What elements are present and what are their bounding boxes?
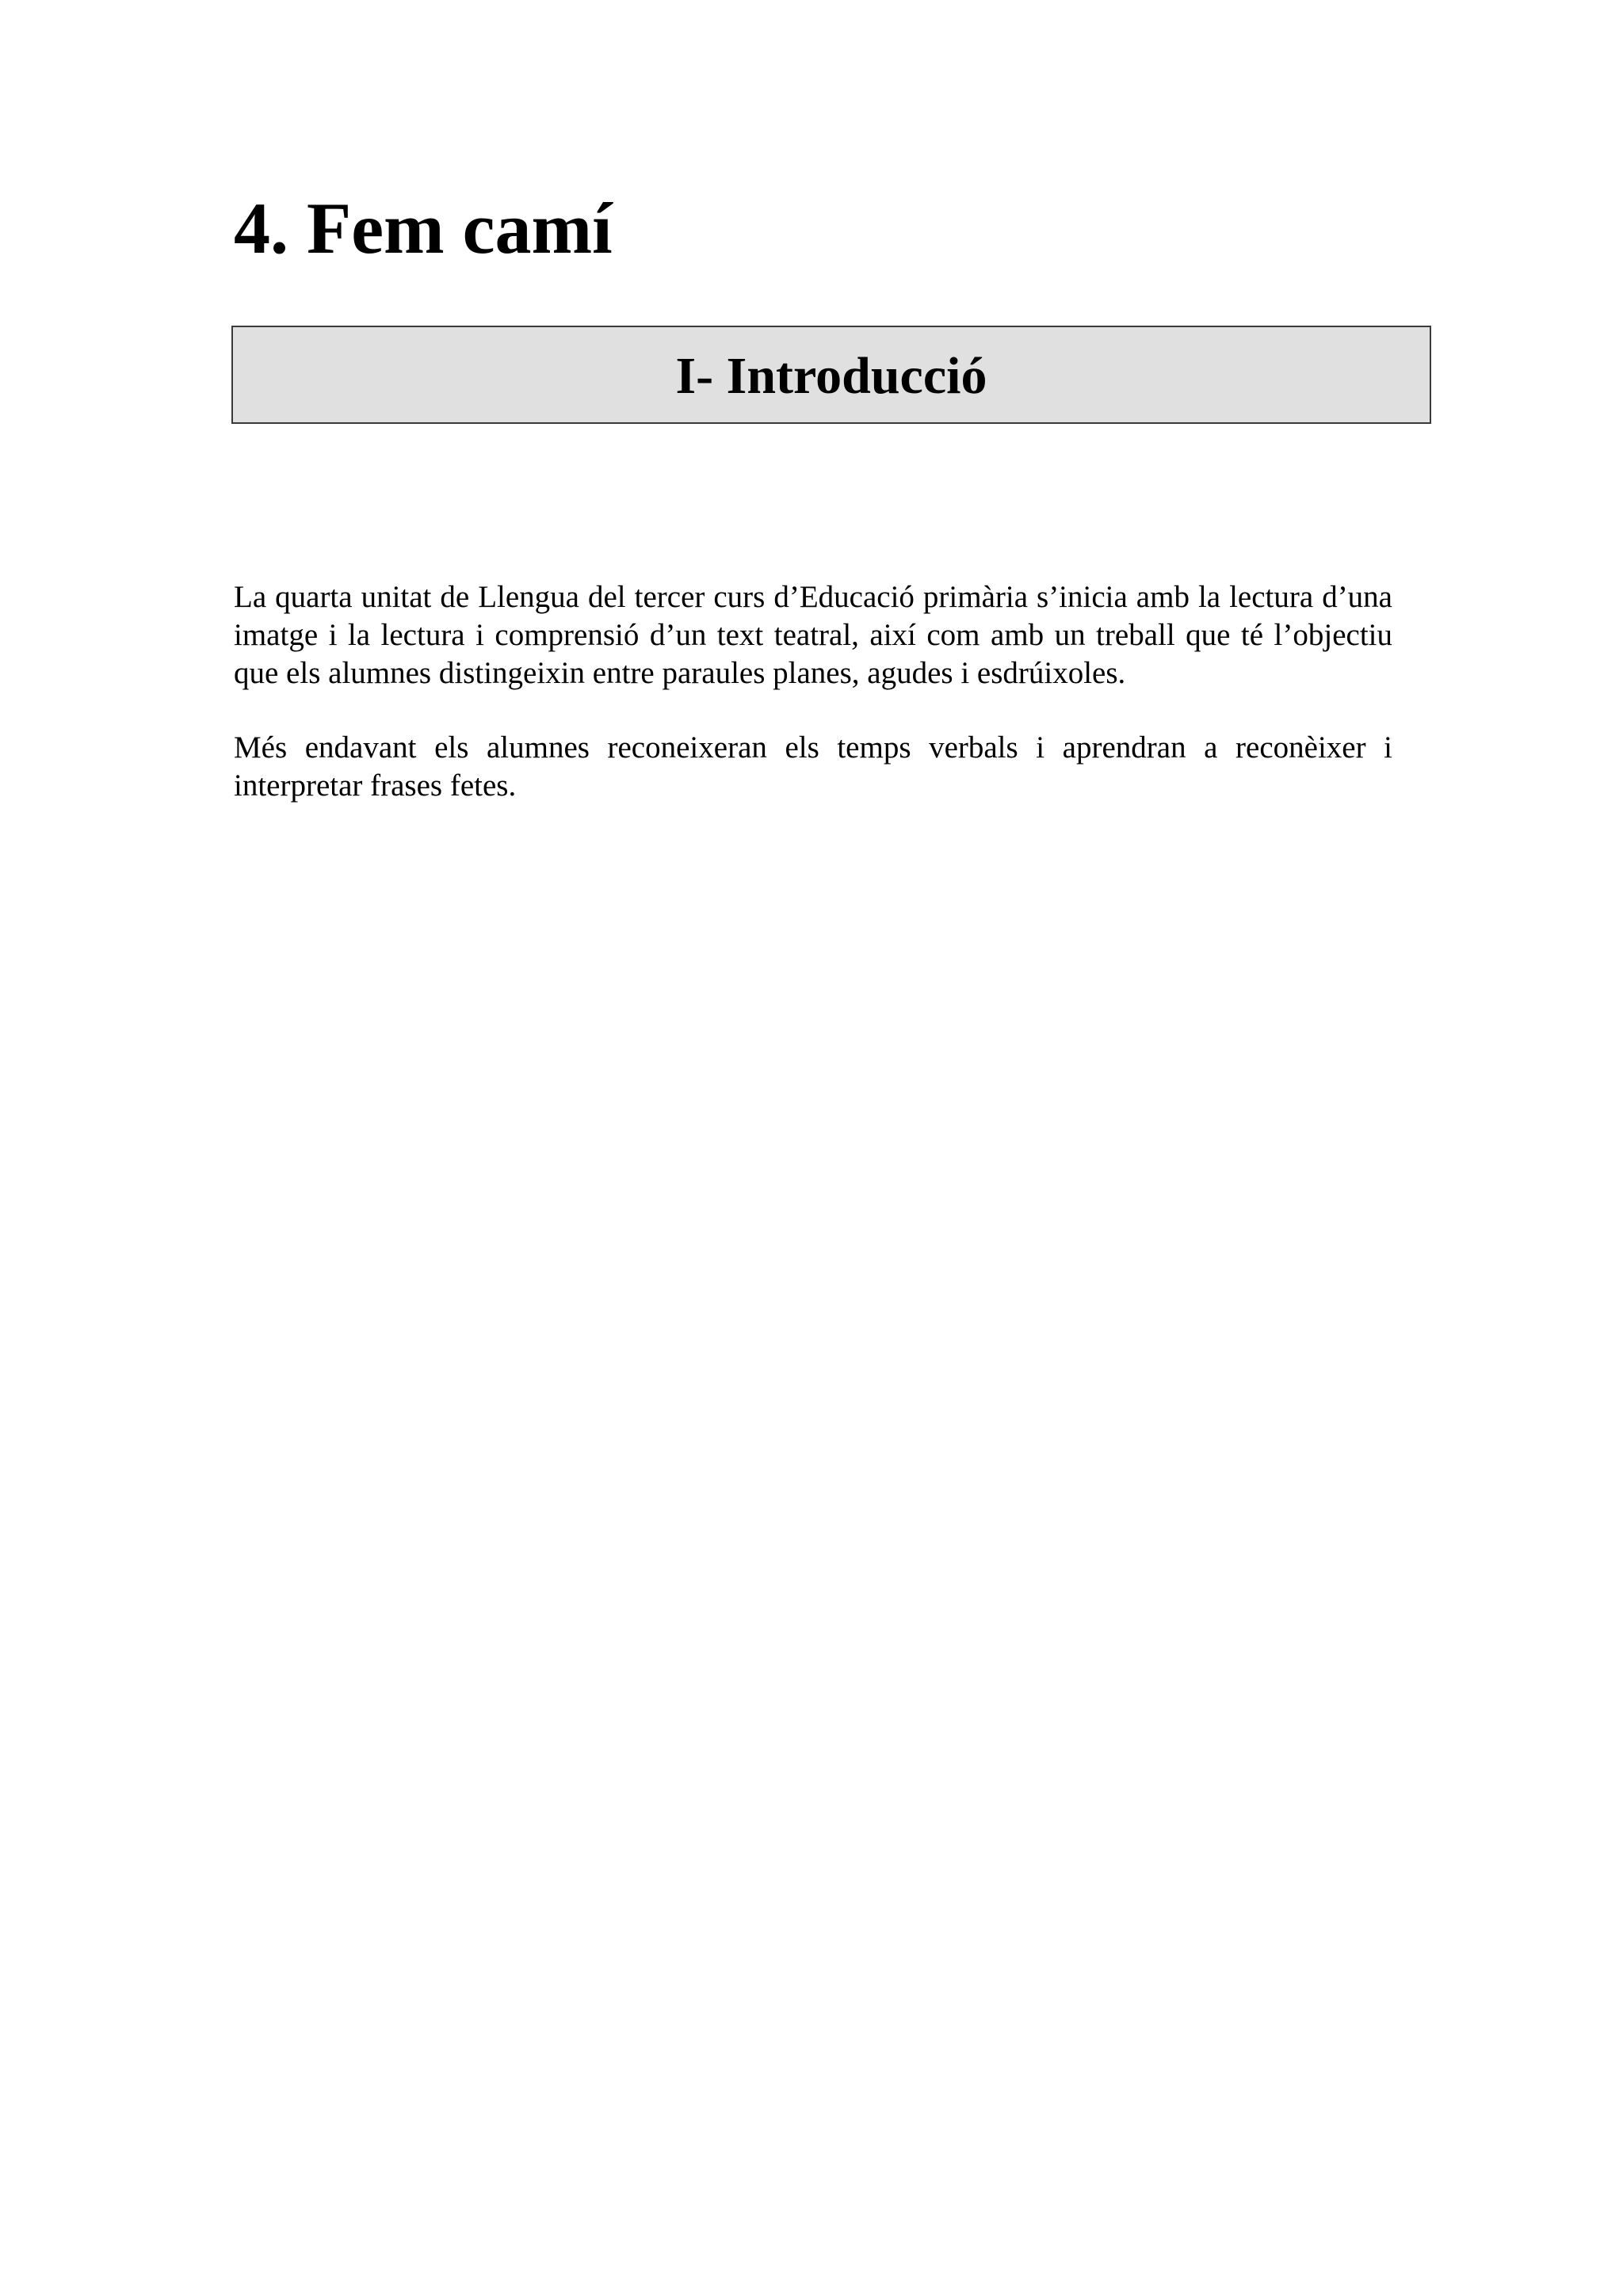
intro-paragraph-1: La quarta unitat de Llengua del tercer curs d’Educació primària s’inicia amb la lectura d’una imatge i la lectura i comprensió d’un text teatral, així com amb un treball que té l’objectiu que els alumnes distingeixin entre paraules planes, agudes i esdrúixoles.: [234, 580, 1392, 690]
intro-paragraph-2: Més endavant els alumnes reconeixeran els temps verbals i aprendran a reconèixer i interpretar frases fetes.: [234, 730, 1392, 803]
section-header-box: [231, 326, 1431, 424]
chapter-title: 4. Fem camí: [234, 188, 613, 269]
section-title: I- Introducció: [675, 347, 987, 405]
